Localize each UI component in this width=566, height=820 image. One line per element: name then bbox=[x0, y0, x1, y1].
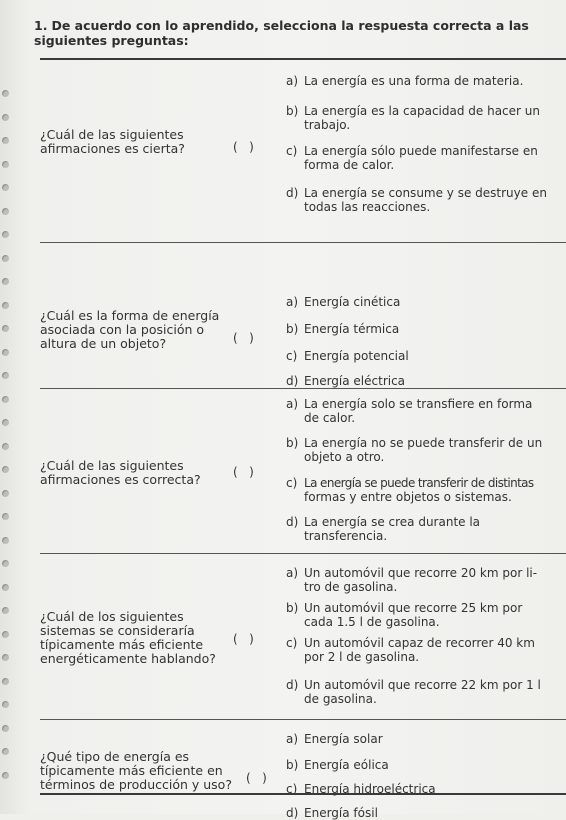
answer-blank[interactable]: ( ) bbox=[233, 465, 254, 479]
option-d[interactable]: d) Energía eléctrica bbox=[286, 374, 406, 388]
binder-hole bbox=[2, 396, 9, 403]
question-text: ¿Cuál es la forma de energía asociada con la posición o altura de un objeto? bbox=[40, 308, 220, 351]
binder-hole bbox=[2, 349, 9, 356]
binder-hole bbox=[2, 748, 9, 755]
option-b[interactable]: b) La energía no se puede transferir de un objeto a otro. bbox=[286, 436, 543, 464]
question-row-5 bbox=[40, 720, 566, 820]
question-row-1 bbox=[40, 60, 566, 243]
option-b[interactable]: b) Energía térmica bbox=[286, 322, 400, 336]
binder-hole bbox=[2, 114, 9, 121]
question-row-4 bbox=[40, 554, 566, 720]
binder-hole bbox=[2, 137, 9, 144]
answer-blank[interactable]: ( ) bbox=[233, 331, 254, 345]
binder-hole bbox=[2, 607, 9, 614]
binder-hole bbox=[2, 725, 9, 732]
binder-hole bbox=[2, 302, 9, 309]
binder-hole bbox=[2, 772, 9, 779]
option-c[interactable]: c) Un automóvil capaz de recorrer 40 km por 2 l de gasolina. bbox=[286, 636, 535, 664]
binder-hole bbox=[2, 513, 9, 520]
option-b[interactable]: b) Energía eólica bbox=[286, 758, 389, 772]
option-b[interactable]: b) Un automóvil que recorre 25 km por cada 1.5 l de gasolina. bbox=[286, 601, 523, 629]
option-c[interactable]: c) La energía sólo puede manifestarse en forma de calor. bbox=[286, 144, 538, 172]
questions-table bbox=[40, 58, 566, 820]
binder-hole bbox=[2, 419, 9, 426]
question-row-2 bbox=[40, 243, 566, 389]
option-d[interactable]: d) Energía fósil bbox=[286, 806, 378, 820]
option-a[interactable]: a) Energía solar bbox=[286, 732, 383, 746]
binder-hole bbox=[2, 372, 9, 379]
answer-blank[interactable]: ( ) bbox=[233, 140, 254, 154]
binder-hole bbox=[2, 184, 9, 191]
option-a[interactable]: a) Energía cinética bbox=[286, 295, 401, 309]
binder-hole bbox=[2, 631, 9, 638]
question-text: ¿Cuál de las siguientes afirmaciones es correcta? bbox=[40, 458, 201, 487]
question-row-3 bbox=[40, 389, 566, 554]
binder-hole bbox=[2, 466, 9, 473]
option-c[interactable]: c) Energía hidroeléctrica bbox=[286, 782, 436, 796]
binder-hole bbox=[2, 443, 9, 450]
instruction-number: 1. bbox=[34, 18, 48, 33]
option-d[interactable]: d) Un automóvil que recorre 22 km por 1 l de gasolina. bbox=[286, 678, 541, 706]
binder-hole bbox=[2, 490, 9, 497]
instruction-text: De acuerdo con lo aprendido, selecciona la respuesta correcta a las siguientes preguntas: bbox=[34, 18, 529, 48]
option-a[interactable]: a) La energía es una forma de materia. bbox=[286, 74, 524, 88]
option-c[interactable]: c) Energía potencial bbox=[286, 349, 409, 363]
binder-hole bbox=[2, 161, 9, 168]
question-text: ¿Cuál de los siguientes sistemas se consideraría típicamente más eficiente energéticamente hablando? bbox=[40, 609, 216, 666]
option-d[interactable]: d) La energía se crea durante la transferencia. bbox=[286, 515, 481, 543]
binder-hole bbox=[2, 560, 9, 567]
binder-hole bbox=[2, 701, 9, 708]
binder-hole bbox=[2, 584, 9, 591]
binder-hole bbox=[2, 537, 9, 544]
option-a[interactable]: a) Un automóvil que recorre 20 km por li- tro de gasolina. bbox=[286, 566, 538, 594]
option-c[interactable]: c) La energía se puede transferir de distintas formas y entre objetos o sistemas. bbox=[286, 476, 534, 504]
option-b[interactable]: b) La energía es la capacidad de hacer un trabajo. bbox=[286, 104, 540, 132]
binder-hole bbox=[2, 255, 9, 262]
binder-hole bbox=[2, 90, 9, 97]
answer-blank[interactable]: ( ) bbox=[233, 632, 254, 646]
option-d[interactable]: d) La energía se consume y se destruye en todas las reacciones. bbox=[286, 186, 547, 214]
binder-hole bbox=[2, 278, 9, 285]
binder-hole bbox=[2, 208, 9, 215]
answer-blank[interactable]: ( ) bbox=[246, 771, 267, 785]
binder-hole bbox=[2, 654, 9, 661]
binder-hole bbox=[2, 231, 9, 238]
binder-hole bbox=[2, 325, 9, 332]
question-text: ¿Cuál de las siguientes afirmaciones es cierta? bbox=[40, 127, 185, 156]
option-a[interactable]: a) La energía solo se transfiere en forma de calor. bbox=[286, 397, 533, 425]
instruction bbox=[34, 18, 554, 48]
binder-holes bbox=[0, 90, 14, 810]
binder-hole bbox=[2, 678, 9, 685]
question-text: ¿Qué tipo de energía es típicamente más eficiente en términos de producción y uso? bbox=[40, 749, 232, 792]
